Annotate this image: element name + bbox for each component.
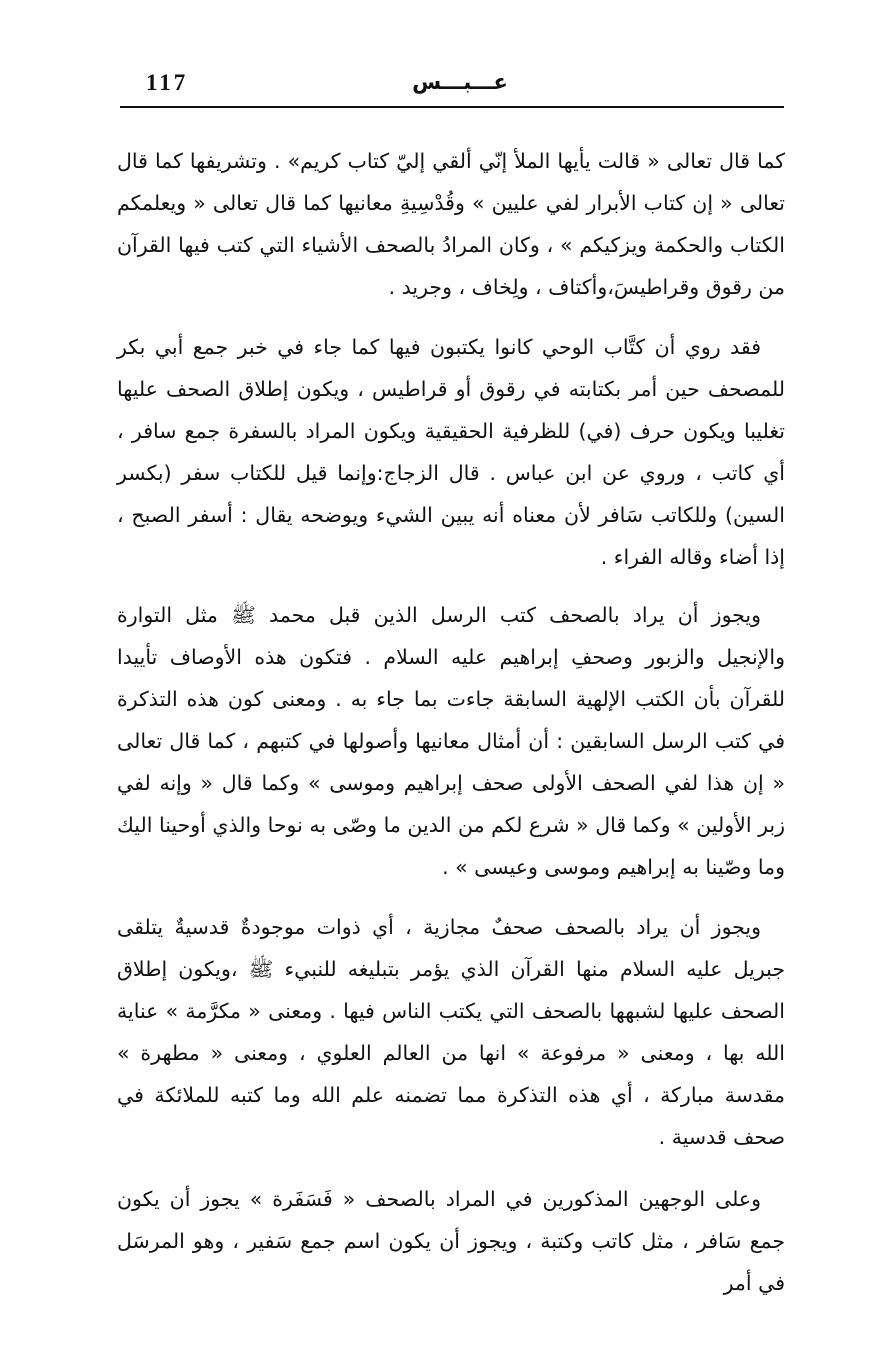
paragraph-1: كما قال تعالى « قالت يأيها الملأ إنّي ألقي إليّ كتاب كريم» . وتشريفها كما قال تعالى « إن كتاب الأبرار لفي عليين » وقُدْسِيةِ معانيها كما قال تعالى « ويعلمكم الكتاب والحكمة ويزكيكم » ، وكان المرادُ بالصحف الأشياء التي كتب فيها القرآن من رقوق وقراطيسَ،وأكتاف ، ولِخاف ، وجريد . bbox=[117, 149, 785, 299]
page-body bbox=[117, 140, 785, 1304]
page-number: 117 bbox=[146, 70, 189, 95]
paragraph-4: ويجوز أن يراد بالصحف صحفٌ مجازية ، أي ذوات موجودةٌ قدسيةٌ يتلقى جبريل عليه السلام منها القرآن الذي يؤمر بتبليغه للنبيء ﷺ ،ويكون إطلاق الصحف عليها لشبهها بالصحف التي يكتب الناس فيها . ومعنى « مكرَّمة » عناية الله بها ، ومعنى « مرفوعة » انها من العالم العلوي ، ومعنى « مطهرة » مقدسة مباركة ، أي هذه التذكرة مما تضمنه علم الله وما كتبه للملائكة في صحف قدسية . bbox=[117, 915, 785, 1149]
header-divider bbox=[120, 106, 784, 108]
page-header bbox=[120, 62, 784, 108]
paragraph-3: ويجوز أن يراد بالصحف كتب الرسل الذين قبل محمد ﷺ مثل التوارة والإنجيل والزبور وصحفِ إبراهيم عليه السلام . فتكون هذه الأوصاف تأييدا للقرآن بأن الكتب الإلهية السابقة جاءت بما جاء به . ومعنى كون هذه التذكرة في كتب الرسل السابقين : أن أمثال معانيها وأصولها في كتبهم ، كما قال تعالى « إن هذا لفي الصحف الأولى صحف إبراهيم وموسى » وكما قال « وإنه لفي زبر الأولين » وكما قال « شرع لكم من الدين ما وصّى به نوحا والذي أوحينا اليك وما وصّينا به إبراهيم وموسى وعيسى » . bbox=[117, 603, 785, 879]
paragraph-2: فقد روي أن كتَّاب الوحي كانوا يكتبون فيها كما جاء في خبر جمع أبي بكر للمصحف حين أمر بكتابته في رقوق أو قراطيس ، ويكون إطلاق الصحف عليها تغليبا ويكون حرف (في) للظرفية الحقيقية ويكون المراد بالسفرة جمع سافر ، أي كاتب ، وروي عن ابن عباس . قال الزجاج:وإنما قيل للكتاب سفر (بكسر السين) وللكاتب سَافر لأن معناه أنه يبين الشيء ويوضحه يقال : أسفر الصبح ، إذا أضاء وقاله الفراء . bbox=[117, 335, 785, 569]
paragraph-5: وعلى الوجهين المذكورين في المراد بالصحف « فَسَفَرة » يجوز أن يكون جمع سَافر ، مثل كاتب وكتبة ، ويجوز أن يكون اسم جمع سَفير ، وهو المرسَل في أمر bbox=[117, 1187, 785, 1295]
running-title: عـــبـــس bbox=[412, 70, 508, 94]
